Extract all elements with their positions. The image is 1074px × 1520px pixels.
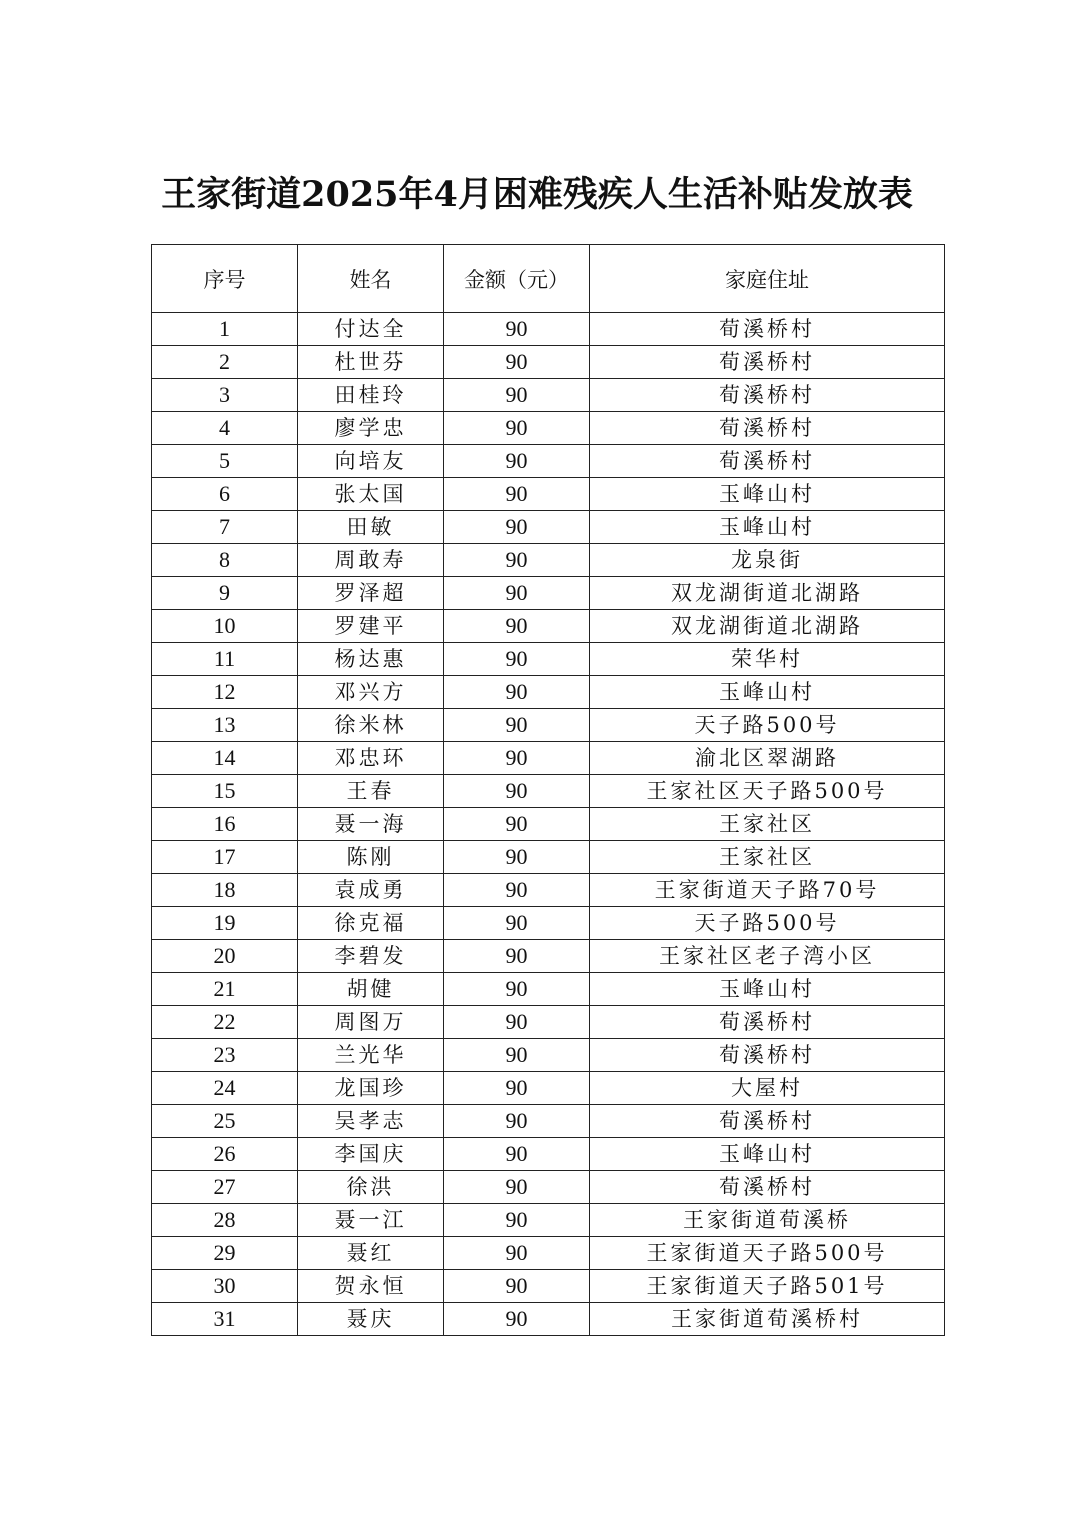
header-amount: 金额（元） (444, 245, 590, 313)
cell-address: 玉峰山村 (590, 511, 945, 544)
table-row (152, 478, 945, 511)
cell-address: 荀溪桥村 (590, 313, 945, 346)
cell-name: 袁成勇 (298, 874, 444, 907)
cell-address: 天子路500号 (590, 907, 945, 940)
cell-name: 向培友 (298, 445, 444, 478)
table-row (152, 1171, 945, 1204)
cell-serial-number: 19 (152, 907, 298, 940)
cell-serial-number: 18 (152, 874, 298, 907)
cell-amount: 90 (444, 1072, 590, 1105)
table-row (152, 940, 945, 973)
table-row (152, 1006, 945, 1039)
cell-name: 周图万 (298, 1006, 444, 1039)
cell-address: 荀溪桥村 (590, 379, 945, 412)
table-row (152, 874, 945, 907)
cell-serial-number: 31 (152, 1303, 298, 1336)
cell-name: 陈刚 (298, 841, 444, 874)
cell-amount: 90 (444, 808, 590, 841)
cell-name: 聂一海 (298, 808, 444, 841)
cell-serial-number: 5 (152, 445, 298, 478)
cell-amount: 90 (444, 313, 590, 346)
header-address: 家庭住址 (590, 245, 945, 313)
cell-amount: 90 (444, 907, 590, 940)
document-title: 王家街道2025年4月困难残疾人生活补贴发放表 (161, 174, 913, 215)
cell-name: 杨达惠 (298, 643, 444, 676)
cell-name: 廖学忠 (298, 412, 444, 445)
cell-name: 聂庆 (298, 1303, 444, 1336)
cell-serial-number: 30 (152, 1270, 298, 1303)
cell-amount: 90 (444, 1006, 590, 1039)
cell-name: 徐克福 (298, 907, 444, 940)
cell-address: 荀溪桥村 (590, 412, 945, 445)
table-row (152, 445, 945, 478)
cell-serial-number: 1 (152, 313, 298, 346)
cell-amount: 90 (444, 775, 590, 808)
cell-address: 玉峰山村 (590, 973, 945, 1006)
cell-address: 王家街道天子路70号 (590, 874, 945, 907)
cell-name: 胡健 (298, 973, 444, 1006)
cell-amount: 90 (444, 1039, 590, 1072)
table-row (152, 709, 945, 742)
cell-name: 兰光华 (298, 1039, 444, 1072)
cell-serial-number: 28 (152, 1204, 298, 1237)
cell-name: 田桂玲 (298, 379, 444, 412)
cell-serial-number: 13 (152, 709, 298, 742)
cell-serial-number: 23 (152, 1039, 298, 1072)
cell-address: 大屋村 (590, 1072, 945, 1105)
cell-address: 玉峰山村 (590, 478, 945, 511)
cell-name: 吴孝志 (298, 1105, 444, 1138)
cell-amount: 90 (444, 940, 590, 973)
cell-serial-number: 22 (152, 1006, 298, 1039)
cell-serial-number: 27 (152, 1171, 298, 1204)
cell-amount: 90 (444, 379, 590, 412)
cell-address: 玉峰山村 (590, 676, 945, 709)
cell-address: 王家社区天子路500号 (590, 775, 945, 808)
table-row (152, 379, 945, 412)
cell-name: 付达全 (298, 313, 444, 346)
cell-serial-number: 10 (152, 610, 298, 643)
cell-address: 荀溪桥村 (590, 445, 945, 478)
table-header-row (152, 245, 945, 313)
cell-address: 王家街道天子路501号 (590, 1270, 945, 1303)
cell-amount: 90 (444, 676, 590, 709)
cell-serial-number: 26 (152, 1138, 298, 1171)
cell-serial-number: 6 (152, 478, 298, 511)
cell-amount: 90 (444, 1138, 590, 1171)
cell-address: 玉峰山村 (590, 1138, 945, 1171)
cell-amount: 90 (444, 610, 590, 643)
cell-name: 徐洪 (298, 1171, 444, 1204)
table-row (152, 841, 945, 874)
cell-amount: 90 (444, 643, 590, 676)
table-row (152, 1270, 945, 1303)
table-row (152, 1303, 945, 1336)
cell-name: 龙国珍 (298, 1072, 444, 1105)
cell-name: 聂红 (298, 1237, 444, 1270)
cell-amount: 90 (444, 973, 590, 1006)
cell-amount: 90 (444, 1237, 590, 1270)
cell-address: 天子路500号 (590, 709, 945, 742)
cell-name: 杜世芬 (298, 346, 444, 379)
cell-amount: 90 (444, 1303, 590, 1336)
cell-amount: 90 (444, 1105, 590, 1138)
cell-name: 李碧发 (298, 940, 444, 973)
cell-name: 周敢寿 (298, 544, 444, 577)
cell-amount: 90 (444, 478, 590, 511)
table-row (152, 907, 945, 940)
cell-serial-number: 11 (152, 643, 298, 676)
cell-address: 荀溪桥村 (590, 1105, 945, 1138)
table-row (152, 412, 945, 445)
cell-serial-number: 29 (152, 1237, 298, 1270)
cell-name: 罗泽超 (298, 577, 444, 610)
cell-address: 双龙湖街道北湖路 (590, 577, 945, 610)
cell-serial-number: 16 (152, 808, 298, 841)
cell-serial-number: 25 (152, 1105, 298, 1138)
cell-serial-number: 20 (152, 940, 298, 973)
cell-serial-number: 3 (152, 379, 298, 412)
cell-serial-number: 21 (152, 973, 298, 1006)
table-row (152, 1138, 945, 1171)
cell-address: 荀溪桥村 (590, 1039, 945, 1072)
cell-name: 贺永恒 (298, 1270, 444, 1303)
cell-name: 李国庆 (298, 1138, 444, 1171)
cell-amount: 90 (444, 544, 590, 577)
table-row (152, 1204, 945, 1237)
table-row (152, 610, 945, 643)
cell-address: 荀溪桥村 (590, 346, 945, 379)
table-row (152, 1105, 945, 1138)
cell-address: 荀溪桥村 (590, 1171, 945, 1204)
cell-serial-number: 7 (152, 511, 298, 544)
cell-address: 荣华村 (590, 643, 945, 676)
cell-name: 邓忠环 (298, 742, 444, 775)
cell-serial-number: 8 (152, 544, 298, 577)
table-row (152, 511, 945, 544)
table-row (152, 346, 945, 379)
table-row (152, 1072, 945, 1105)
cell-name: 邓兴方 (298, 676, 444, 709)
cell-serial-number: 14 (152, 742, 298, 775)
cell-name: 徐米林 (298, 709, 444, 742)
cell-address: 龙泉街 (590, 544, 945, 577)
table-row (152, 544, 945, 577)
cell-name: 田敏 (298, 511, 444, 544)
cell-address: 王家街道天子路500号 (590, 1237, 945, 1270)
cell-address: 双龙湖街道北湖路 (590, 610, 945, 643)
cell-name: 聂一江 (298, 1204, 444, 1237)
cell-serial-number: 17 (152, 841, 298, 874)
cell-serial-number: 24 (152, 1072, 298, 1105)
cell-serial-number: 4 (152, 412, 298, 445)
cell-address: 王家社区老子湾小区 (590, 940, 945, 973)
cell-amount: 90 (444, 577, 590, 610)
cell-address: 荀溪桥村 (590, 1006, 945, 1039)
cell-amount: 90 (444, 841, 590, 874)
cell-address: 渝北区翠湖路 (590, 742, 945, 775)
table-row (152, 313, 945, 346)
table-row (152, 1237, 945, 1270)
table-row (152, 676, 945, 709)
cell-address: 王家街道荀溪桥村 (590, 1303, 945, 1336)
cell-amount: 90 (444, 1204, 590, 1237)
cell-name: 张太国 (298, 478, 444, 511)
cell-serial-number: 9 (152, 577, 298, 610)
table-row (152, 1039, 945, 1072)
cell-amount: 90 (444, 874, 590, 907)
cell-amount: 90 (444, 742, 590, 775)
cell-address: 王家社区 (590, 808, 945, 841)
cell-name: 罗建平 (298, 610, 444, 643)
cell-amount: 90 (444, 511, 590, 544)
cell-address: 王家街道荀溪桥 (590, 1204, 945, 1237)
table-row (152, 577, 945, 610)
cell-address: 王家社区 (590, 841, 945, 874)
cell-serial-number: 2 (152, 346, 298, 379)
cell-amount: 90 (444, 412, 590, 445)
cell-name: 王春 (298, 775, 444, 808)
cell-serial-number: 15 (152, 775, 298, 808)
header-serial-number: 序号 (152, 245, 298, 313)
cell-amount: 90 (444, 346, 590, 379)
table-row (152, 775, 945, 808)
cell-amount: 90 (444, 445, 590, 478)
cell-amount: 90 (444, 709, 590, 742)
cell-amount: 90 (444, 1171, 590, 1204)
subsidy-table (151, 244, 945, 1336)
table-row (152, 742, 945, 775)
table-row (152, 973, 945, 1006)
cell-amount: 90 (444, 1270, 590, 1303)
table-row (152, 808, 945, 841)
table-row (152, 643, 945, 676)
header-name: 姓名 (298, 245, 444, 313)
cell-serial-number: 12 (152, 676, 298, 709)
